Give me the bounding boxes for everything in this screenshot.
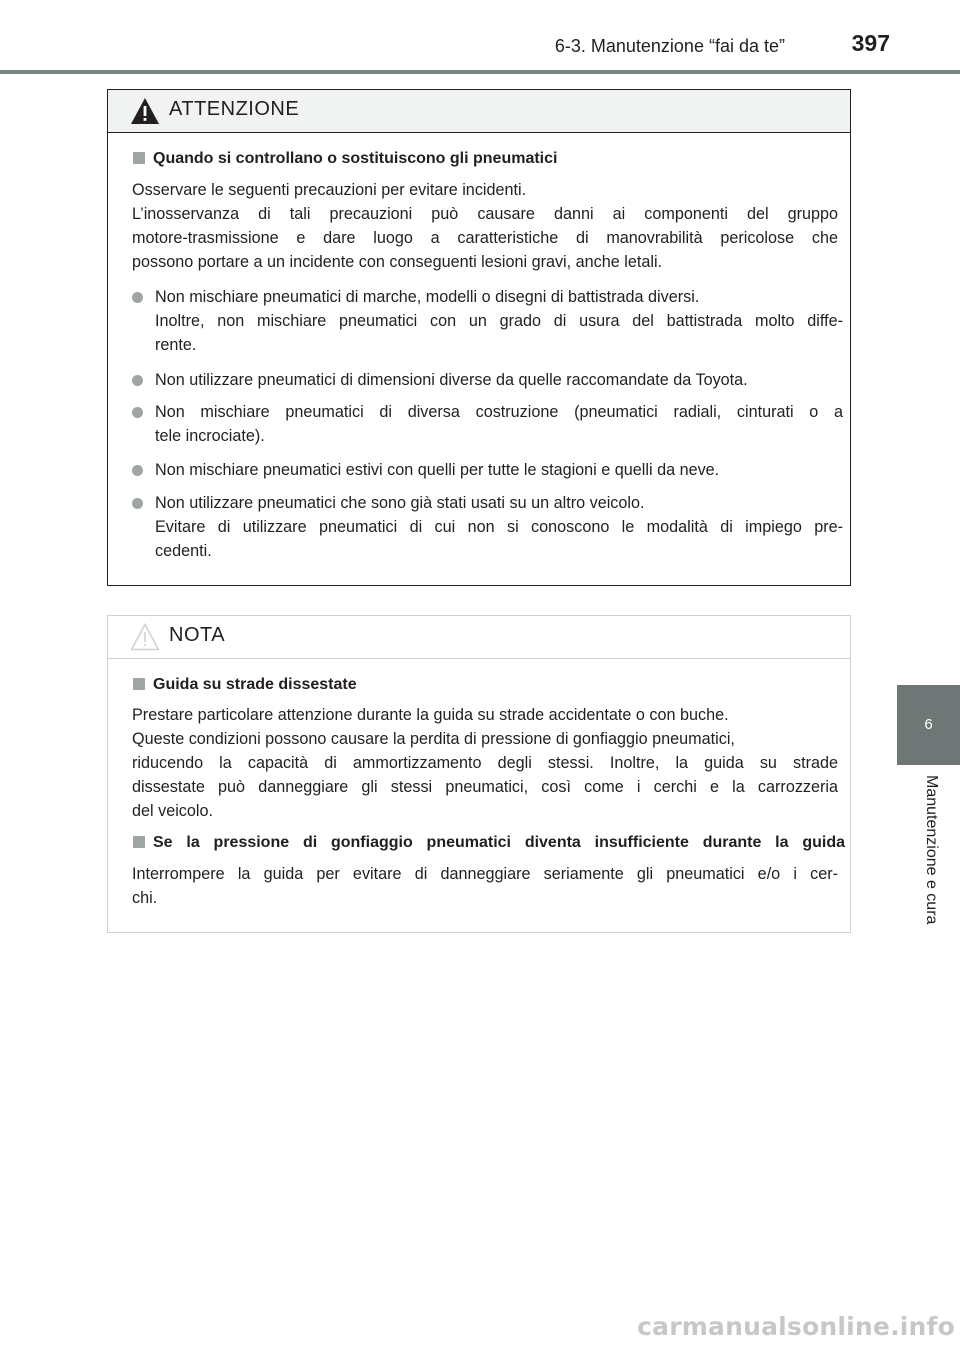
warning-bullet-item: Non utilizzare pneumatici di dimensioni diverse da quelle raccomandate da Toyota. <box>132 368 843 392</box>
warning-bullet-item: Non mischiare pneumatici di diversa costruzione (pneumatici radiali, cinturati o a tele incrociate). <box>132 400 843 448</box>
note-section-title: Se la pressione di gonfiaggio pneumatici diventa insufficiente durante la guida <box>133 834 845 852</box>
note-paragraph: Prestare particolare attenzione durante la guida su strade accidentate o con buche. Queste condizioni possono causare la perdita di pressione di gonfiaggio pneumatici, riducendo la capacità di ammortizzamento degli stessi. Inoltre, la guida su strade dissestate può danneggiare gli stessi pneumatici, così come i cerchi e la carrozzeria del veicolo. <box>132 706 838 820</box>
warning-box-title: ATTENZIONE <box>169 98 300 120</box>
round-bullet-icon <box>132 375 143 386</box>
note-box-title: NOTA <box>169 624 226 646</box>
square-bullet-icon <box>133 152 145 164</box>
caution-triangle-icon <box>130 623 160 651</box>
chapter-label: Manutenzione e cura <box>923 775 940 925</box>
round-bullet-icon <box>132 465 143 476</box>
warning-box <box>107 89 851 586</box>
note-section-title: Guida su strade dissestate <box>133 676 357 694</box>
round-bullet-icon <box>132 407 143 418</box>
warning-triangle-icon <box>130 97 160 125</box>
watermark-text: carmanualsonline.info <box>637 1312 955 1341</box>
square-bullet-icon <box>133 678 145 690</box>
note-paragraph: Interrompere la guida per evitare di danneggiare seriamente gli pneumatici e/o i cer- chi. <box>132 865 838 907</box>
chapter-tab[interactable] <box>897 685 960 765</box>
warning-section-title: Quando si controllano o sostituiscono gli pneumatici <box>133 150 557 168</box>
warning-bullet-item: Non mischiare pneumatici di marche, modelli o disegni di battistrada diversi. Inoltre, non mischiare pneumatici con un grado di usura del battistrada molto diffe- rente. <box>132 285 843 357</box>
header-rule <box>0 70 960 74</box>
square-bullet-icon <box>133 836 145 848</box>
round-bullet-icon <box>132 292 143 303</box>
note-box-header <box>108 616 850 659</box>
round-bullet-icon <box>132 498 143 509</box>
note-box <box>107 615 851 933</box>
section-header-title: 6-3. Manutenzione “fai da te” <box>554 36 785 56</box>
warning-bullet-item: Non utilizzare pneumatici che sono già stati usati su un altro veicolo. Evitare di utilizzare pneumatici di cui non si conoscono le modalità di impiego pre- cedenti. <box>132 491 843 563</box>
warning-intro-paragraph: Osservare le seguenti precauzioni per evitare incidenti. L’inosservanza di tali precauzioni può causare danni ai componenti del gruppo motore-trasmissione e dare luogo a caratteristiche di manovrabilità pericolose che possono portare a un incidente con conseguenti lesioni gravi, anche letali. <box>132 181 838 271</box>
page-number: 397 <box>851 30 890 56</box>
warning-box-header <box>108 90 850 133</box>
warning-bullet-item: Non mischiare pneumatici estivi con quelli per tutte le stagioni e quelli da neve. <box>132 458 843 482</box>
chapter-number: 6 <box>924 716 933 733</box>
